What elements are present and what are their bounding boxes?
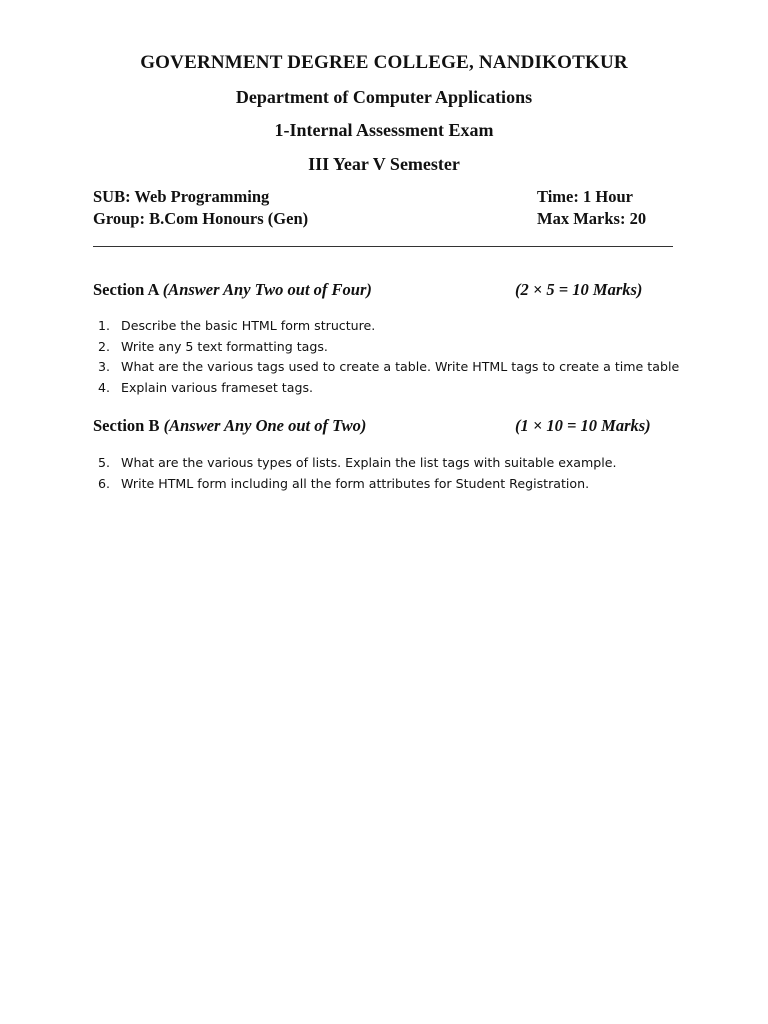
question-item [93, 378, 733, 399]
question-text: Write HTML form including all the form attributes for Student Registration. [121, 475, 590, 491]
question-text: Describe the basic HTML form structure. [121, 318, 376, 333]
question-number: 1. [98, 318, 111, 333]
section-b-marks: (1 × 10 = 10 Marks) [515, 416, 651, 435]
question-item [93, 316, 733, 337]
question-text: Explain various frameset tags. [121, 380, 314, 396]
divider-rule [93, 246, 673, 247]
section-a-heading [93, 280, 693, 300]
section-b-questions [93, 453, 733, 494]
max-marks-label: Max Marks: 20 [537, 209, 647, 228]
question-number: 5. [98, 455, 111, 470]
section-b-heading [93, 416, 693, 436]
college-name: GOVERNMENT DEGREE COLLEGE, NANDIKOTKUR [140, 52, 628, 73]
year-semester: III Year V Semester [308, 154, 460, 174]
group-label: Group: B.Com Honours (Gen) [93, 209, 309, 228]
question-number: 4. [98, 380, 111, 396]
question-item [93, 474, 733, 495]
section-a-instruction: (Answer Any Two out of Four) [162, 280, 372, 299]
time-label: Time: 1 Hour [537, 187, 633, 206]
question-item [93, 453, 733, 474]
question-item [93, 357, 733, 378]
question-number: 2. [98, 338, 111, 354]
question-text: What are the various tags used to create a table. Write HTML tags to create a time table [121, 359, 680, 375]
question-item [93, 337, 733, 358]
section-a-title: Section A [93, 280, 159, 299]
question-text: Write any 5 text formatting tags. [121, 338, 328, 354]
section-b-title: Section B [93, 416, 160, 435]
exam-title: 1-Internal Assessment Exam [274, 120, 494, 140]
question-number: 3. [98, 359, 111, 375]
department-name: Department of Computer Applications [235, 87, 533, 107]
section-a-marks: (2 × 5 = 10 Marks) [515, 280, 643, 299]
subject-label: SUB: Web Programming [93, 187, 270, 206]
section-b-instruction: (Answer Any One out of Two) [163, 416, 367, 435]
question-number: 6. [98, 475, 111, 491]
question-text: What are the various types of lists. Explain the list tags with suitable example. [121, 455, 617, 470]
section-a-questions [93, 316, 733, 399]
